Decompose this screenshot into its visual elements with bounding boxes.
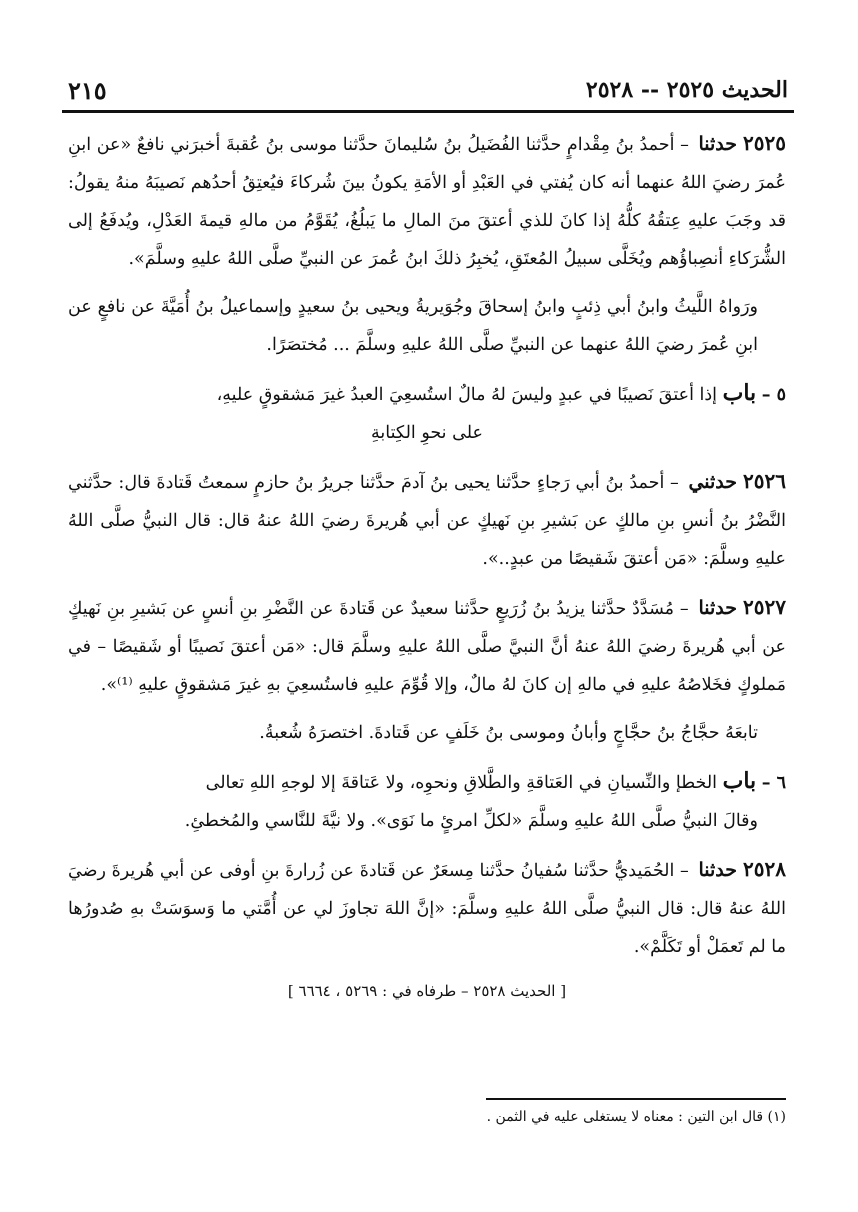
footnote: (١) قال ابن التين : معناه لا يستغلى عليه في الثمن .: [486, 1109, 786, 1125]
riwayah-note: ورَواهُ اللَّيثُ وابنُ أبي ذِئبٍ وابنُ إسحاقَ وجُوَيريةُ ويحيى بنُ سعيدٍ وإسماعيلُ بنُ أُمَيَّةَ عن نافعٍ عن ابنِ عُمرَ رضيَ اللهُ عنهما عن النبيِّ صلَّى اللهُ عليهِ وسلَّمَ ... مُختصَرًا.: [68, 297, 758, 355]
chapter-5-heading: [68, 374, 786, 414]
page-header: [68, 70, 788, 110]
chapter-number: ٦ –: [761, 773, 786, 793]
hadith-text: – أحمدُ بنُ مِقْدامٍ حدَّثنا الفُضَيلُ بنُ سُليمانَ حدَّثنا موسى بنُ عُقبةَ أخبرَني نافعٌ «عن ابنِ عُمرَ رضيَ اللهُ عنهما أنه كان يُفتي في العَبْدِ أو الأمَةِ يكونُ بينَ شُركاءَ فيُعتِقُ أحدُهم نَصيبَهُ منهُ يقولُ: قد وجَبَ عليهِ عِتقُهُ كلُّهُ إذا كانَ للذي أعتقَ منَ المالِ ما يَبلُغُ، يُقَوَّمُ من مالهِ قيمةَ العَدْلِ، ويُدفَعُ إلى الشُّرَكاءِ أنصِباؤُهم ويُخَلَّى سبيلُ المُعتَقِ، يُخبِرُ ذلكَ ابنُ عُمرَ عن النبيِّ صلَّى اللهُ عليهِ وسلَّمَ».: [68, 135, 786, 269]
hadith-text: – مُسَدَّدٌ حدَّثنا يزيدُ بنُ زُرَيعٍ حدَّثنا سعيدٌ عن قَتادةَ عن النَّضْرِ بنِ أنسٍ عن بَشيرِ بنِ نَهيكٍ عن أبي هُريرةَ رضيَ اللهُ عنهُ أنَّ النبيَّ صلَّى اللهُ عليهِ وسلَّمَ قال: «مَن أعتقَ نَصيبًا أو شَقيصًا – في مَملوكٍ فخَلاصُهُ عليهِ في مالهِ إن كانَ لهُ مالٌ، وإلا قُوِّمَ عليهِ فاستُسعِيَ بهِ غيرَ مَشقوقٍ عليهِ ⁽¹⁾».: [68, 599, 786, 695]
page-body: [68, 124, 786, 1010]
page-number: ٢١٥: [68, 75, 107, 105]
hadith-number: ٢٥٢٥: [743, 131, 786, 155]
chapter-title-continuation: وقالَ النبيُّ صلَّى اللهُ عليهِ وسلَّمَ «لكلِّ امرئٍ ما نَوَى». ولا نيَّةَ للنَّاسي والمُخطئِ.: [184, 811, 758, 831]
hadith-2528: [68, 850, 786, 966]
running-title: الحديث ٢٥٢٥ -- ٢٥٢٨: [585, 77, 788, 103]
chapter-title: الخطإ والنِّسيانِ في العَتاقةِ والطَّلاقِ ونحوِه، ولا عَتاقةَ إلا لوجهِ اللهِ تعالى: [205, 773, 718, 793]
mutabaah-note: تابعَهُ حجَّاجُ بنُ حجَّاجٍ وأبانُ وموسى بنُ خَلَفٍ عن قَتادةَ. اختصرَهُ شُعبةُ.: [259, 723, 758, 743]
hadith-number: ٢٥٢٧: [743, 595, 786, 619]
chapter-number: ٥ –: [761, 385, 786, 405]
bab-word: باب: [722, 380, 757, 406]
hadith-2525: [68, 124, 786, 278]
hadith-text: – أحمدُ بنُ أبي رَجاءٍ حدَّثنا يحيى بنُ آدمَ حدَّثنا جريرُ بنُ حازمٍ سمعتُ قَتادةَ قال: حدَّثني النَّضْرُ بنُ أنسِ بنِ مالكٍ عن بَشيرِ بنِ نَهيكٍ عن أبي هُريرةَ رضيَ اللهُ عنهُ قال: قال النبيُّ صلَّى اللهُ عليهِ وسلَّمَ: «مَن أعتقَ شَقيصًا من عبدٍ..».: [68, 473, 786, 569]
header-divider: [62, 110, 794, 113]
hadith-number: ٢٥٢٨: [743, 857, 786, 881]
hadith-2527: [68, 588, 786, 704]
hadith-2526: [68, 462, 786, 578]
chapter-title-continuation: على نحوِ الكِتابةِ: [371, 423, 483, 443]
haddathana-word: حدثنا: [698, 597, 738, 619]
chapter-title: إذا أعتقَ نَصيبًا في عبدٍ وليسَ لهُ مالٌ استُسعِيَ العبدُ غيرَ مَشقوقٍ عليهِ،: [216, 385, 718, 405]
chapter-6-heading: [68, 762, 786, 802]
haddathana-word: حدثنا: [698, 859, 738, 881]
hadith-text: – الحُمَيديُّ حدَّثنا سُفيانُ حدَّثنا مِسعَرٌ عن قَتادةَ عن زُرارةَ بنِ أوفى عن أبي هُريرةَ رضيَ اللهُ عنهُ قال: قال النبيُّ صلَّى اللهُ عليهِ وسلَّمَ: «إنَّ اللهَ تجاوزَ لي عن أُمَّتي ما وَسوَسَتْ بهِ صُدورُها ما لم تَعمَلْ أو تَكَلَّمْ».: [68, 861, 786, 957]
bab-word: باب: [722, 768, 757, 794]
cross-reference: [ الحديث ٢٥٢٨ – طرفاه في : ٥٢٦٩ ، ٦٦٦٤ ]: [287, 982, 567, 1000]
haddathana-word: حدثني: [688, 471, 738, 493]
hadith-number: ٢٥٢٦: [743, 469, 786, 493]
footnote-divider: [486, 1098, 786, 1100]
haddathana-word: حدثنا: [698, 133, 738, 155]
